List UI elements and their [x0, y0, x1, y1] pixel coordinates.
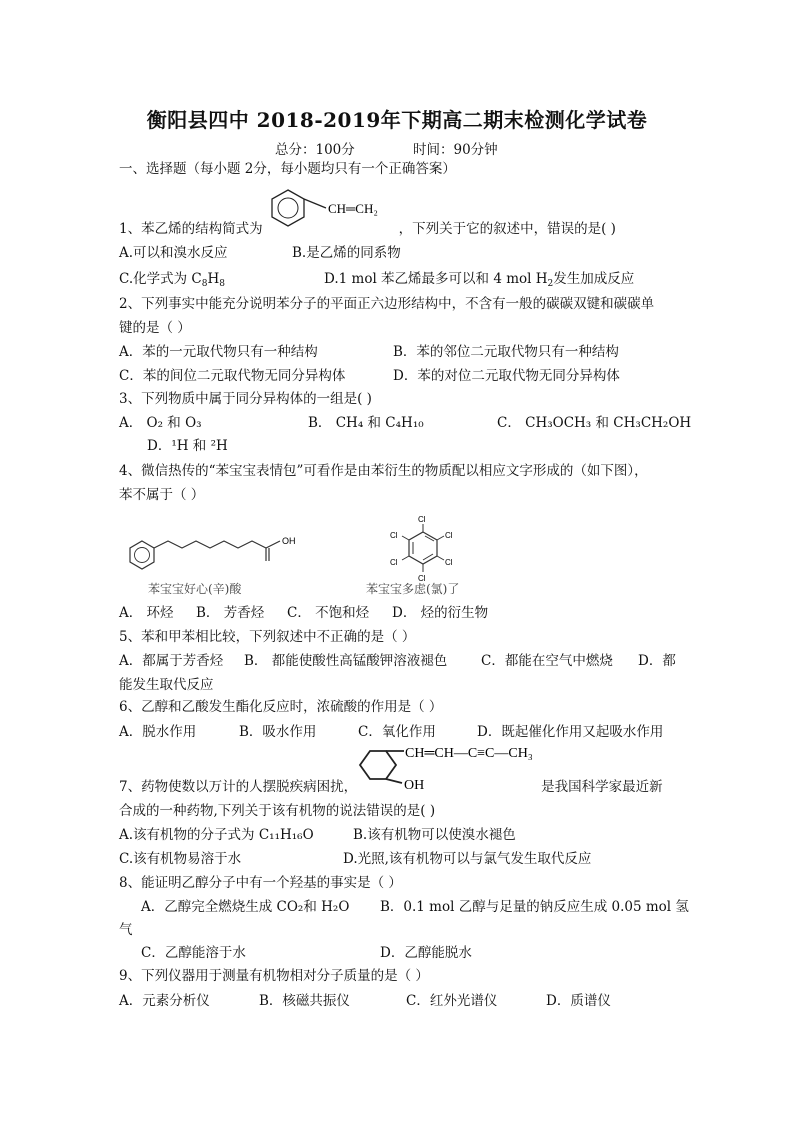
- cl-label-bottom: Cl: [418, 574, 426, 583]
- q9-option-b: B．核磁共振仪: [259, 993, 350, 1009]
- section-heading: 一、选择题（每小题 2分，每小题均只有一个正确答案）: [119, 161, 456, 177]
- q7-option-d: D.光照,该有机物可以与氯气发生取代反应: [343, 851, 592, 867]
- octanoic-acid-structure: [126, 530, 306, 580]
- total-score: 总分：100分: [275, 142, 355, 158]
- q3-option-b: B． CH₄ 和 C₄H₁₀: [308, 415, 424, 431]
- styrene-vinyl-label: CH═CH₂: [328, 201, 378, 216]
- q7-option-c: C.该有机物易溶于水: [119, 851, 242, 867]
- drug-oh-label: OH: [404, 778, 425, 793]
- q9-stem: 9、下列仪器用于测量有机物相对分子质量的是（ ）: [119, 968, 429, 984]
- q9-option-a: A．元素分析仪: [119, 993, 210, 1009]
- q5-stem: 5、苯和甲苯相比较，下列叙述中不正确的是（ ）: [119, 629, 416, 645]
- q1-option-d: D.1 mol 苯乙烯最多可以和 4 mol $H_2$发生加成反应: [324, 271, 635, 289]
- q2-stem-line2: 键的是（ ）: [119, 320, 191, 336]
- q4-option-a: A． 环烃: [119, 605, 174, 621]
- caption-octanoic-acid: 苯宝宝好心(辛)酸: [148, 582, 242, 596]
- q6-option-a: A．脱水作用: [119, 724, 197, 740]
- q5-option-a: A．都属于芳香烃: [119, 653, 224, 669]
- q3-stem: 3、下列物质中属于同分异构体的一组是( ): [119, 391, 372, 407]
- q2-stem-line1: 2、下列事实中能充分说明苯分子的平面正六边形结构中，不含有一般的碳碳双键和碳碳单: [119, 296, 655, 312]
- exam-title: 衡阳县四中 2018-2019年下期高二期末检测化学试卷: [146, 108, 648, 132]
- q8-option-b: B．0.1 mol 乙醇与足量的钠反应生成 0.05 mol 氢: [380, 899, 689, 915]
- cl-label-lower-left: Cl: [390, 558, 398, 567]
- q3-option-d: D．¹H 和 ²H: [147, 438, 228, 454]
- q9-option-c: C．红外光谱仪: [406, 993, 498, 1009]
- cl-label-lower-right: Cl: [445, 558, 453, 567]
- q5-option-c: C．都能在空气中燃烧: [481, 653, 613, 669]
- q7-stem-line1: 7、药物使数以万计的人摆脱疾病困扰， 是我国科学家最近新: [119, 779, 663, 795]
- q6-stem: 6、乙醇和乙酸发生酯化反应时，浓硫酸的作用是（ ）: [119, 699, 443, 715]
- q1-option-b: B.是乙烯的同系物: [292, 245, 401, 261]
- q1-stem: 1、苯乙烯的结构简式为 ，下列关于它的叙述中，错误的是( ): [119, 221, 616, 237]
- exam-time: 时间：90分钟: [413, 142, 498, 158]
- q6-option-b: B．吸水作用: [239, 724, 317, 740]
- q4-stem-line2: 苯不属于（ ）: [119, 487, 205, 503]
- q8-option-c: C．乙醇能溶于水: [141, 945, 246, 961]
- q8-option-b-cont: 气: [119, 922, 133, 938]
- q4-option-b: B． 芳香烃: [196, 605, 265, 621]
- q6-option-d: D．既起催化作用又起吸水作用: [477, 724, 664, 740]
- q8-stem: 8、能证明乙醇分子中有一个羟基的事实是（ ）: [119, 875, 402, 891]
- q5-option-d-cont: 能发生取代反应: [119, 677, 214, 693]
- q7-stem-line2: 合成的一种药物,下列关于该有机物的说法错误的是( ): [119, 803, 436, 819]
- q1-option-c: C.化学式为 $C_8H_8$: [119, 271, 226, 289]
- q3-option-a: A． O₂ 和 O₃: [119, 415, 202, 431]
- octanoic-oh-label: OH: [282, 536, 296, 546]
- cl-label-upper-right: Cl: [445, 531, 453, 540]
- drug-side-chain: CH═CH—C≡C—CH₃: [405, 746, 533, 761]
- caption-hexachlorobenzene: 苯宝宝多虑(氯)了: [366, 582, 460, 596]
- q9-option-d: D．质谱仪: [546, 993, 611, 1009]
- q2-option-b: B．苯的邻位二元取代物只有一种结构: [393, 344, 619, 360]
- q4-option-d: D． 烃的衍生物: [392, 605, 489, 621]
- q5-option-b: B． 都能使酸性高锰酸钾溶液褪色: [244, 653, 448, 669]
- q4-option-c: C． 不饱和烃: [287, 605, 370, 621]
- q1-option-a: A.可以和溴水反应: [119, 245, 228, 261]
- q2-option-d: D．苯的对位二元取代物无同分异构体: [393, 368, 620, 384]
- q2-option-c: C．苯的间位二元取代物无同分异构体: [119, 368, 346, 384]
- q7-option-a: A.该有机物的分子式为 C₁₁H₁₆O: [119, 827, 314, 843]
- cl-label-upper-left: Cl: [390, 531, 398, 540]
- q7-option-b: B.该有机物可以使溴水褪色: [353, 827, 516, 843]
- cl-label-top: Cl: [418, 515, 426, 524]
- q8-option-d: D．乙醇能脱水: [380, 945, 472, 961]
- q4-stem-line1: 4、微信热传的“苯宝宝表情包”可看作是由苯衍生的物质配以相应文字形成的（如下图），: [119, 463, 648, 479]
- q6-option-c: C．氧化作用: [358, 724, 436, 740]
- q2-option-a: A．苯的一元取代物只有一种结构: [119, 344, 318, 360]
- hexachlorobenzene-structure: [378, 512, 468, 588]
- q5-option-d: D．都: [638, 653, 676, 669]
- q3-option-c: C． CH₃OCH₃ 和 CH₃CH₂OH: [497, 415, 692, 431]
- q8-option-a: A．乙醇完全燃烧生成 CO₂和 H₂O: [141, 899, 350, 915]
